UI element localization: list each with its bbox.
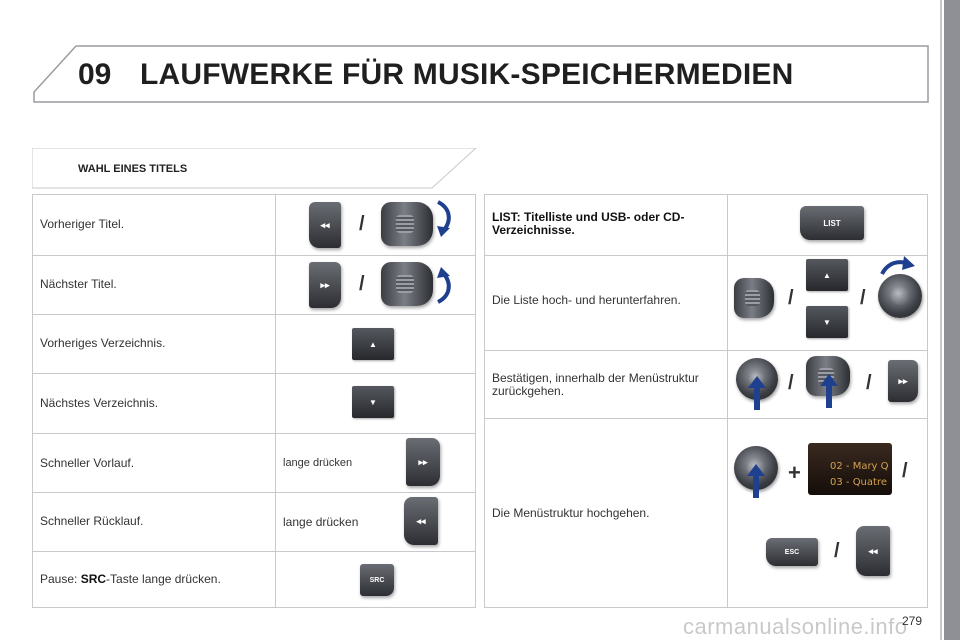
hint-long-press-rw: lange drücken bbox=[283, 515, 359, 529]
push-arrow-icon bbox=[747, 464, 765, 498]
row-label-scroll-list: Die Liste hoch- und herunterfahren. bbox=[492, 293, 681, 307]
rotate-down-arrow-icon bbox=[434, 200, 456, 238]
row-label-prev-track: Vorheriger Titel. bbox=[40, 217, 125, 231]
steering-wheel-control-icon bbox=[381, 202, 433, 246]
rotate-arrow-icon bbox=[880, 254, 916, 276]
rotary-knob-icon bbox=[878, 274, 922, 318]
separator-slash: / bbox=[788, 372, 794, 394]
row-label-prev-folder: Vorheriges Verzeichnis. bbox=[40, 336, 166, 350]
chapter-number: 09 bbox=[78, 58, 112, 91]
row-label-confirm: Bestätigen, innerhalb der Menüstruktur zurückgehen. bbox=[492, 371, 699, 398]
page-title: LAUFWERKE FÜR MUSIK-SPEICHERMEDIEN bbox=[140, 58, 794, 91]
separator-slash: / bbox=[788, 287, 794, 309]
prev-track-button: ◂◂ bbox=[309, 202, 341, 248]
steering-wheel-control-icon bbox=[734, 278, 774, 318]
section-title: WAHL EINES TITELS bbox=[78, 163, 188, 175]
watermark: carmanualsonline.info bbox=[683, 614, 908, 639]
down-arrow-key: ▼ bbox=[352, 386, 394, 418]
row-label-pause: Pause: SRC-Taste lange drücken. bbox=[40, 572, 221, 586]
side-strip bbox=[944, 0, 960, 640]
hint-long-press-ff: lange drücken bbox=[283, 457, 353, 469]
row-label-next-folder: Nächstes Verzeichnis. bbox=[40, 396, 159, 410]
row-label-fast-forward: Schneller Vorlauf. bbox=[40, 456, 135, 470]
separator-slash: / bbox=[866, 372, 872, 394]
display-screen bbox=[808, 443, 892, 495]
display-line-2: 03 - Quatre bbox=[830, 477, 887, 488]
up-arrow-key: ▲ bbox=[806, 259, 848, 291]
row-label-menu-up: Die Menüstruktur hochgehen. bbox=[492, 506, 650, 520]
up-arrow-key: ▲ bbox=[352, 328, 394, 360]
rotate-up-arrow-icon bbox=[434, 266, 456, 304]
row-label-list: LIST: Titelliste und USB- oder CD-Verzeichnisse. bbox=[492, 210, 685, 237]
next-track-button: ▸▸ bbox=[309, 262, 341, 308]
plus-sign: + bbox=[788, 460, 801, 485]
push-arrow-icon bbox=[748, 376, 766, 410]
push-arrow-icon bbox=[820, 374, 838, 408]
separator-slash: / bbox=[834, 540, 840, 562]
display-line-1: 02 - Mary Q bbox=[830, 461, 889, 472]
fast-forward-button: ▸▸ bbox=[406, 438, 440, 486]
row-label-next-track: Nächster Titel. bbox=[40, 277, 117, 291]
next-track-button: ▸▸ bbox=[888, 360, 918, 402]
separator-slash: / bbox=[359, 273, 365, 295]
header-frame bbox=[0, 0, 944, 110]
rewind-button: ◂◂ bbox=[856, 526, 890, 576]
down-arrow-key: ▼ bbox=[806, 306, 848, 338]
row-label-rewind: Schneller Rücklauf. bbox=[40, 514, 144, 528]
page-number: 279 bbox=[902, 614, 923, 628]
esc-button: ESC bbox=[766, 538, 818, 566]
separator-slash: / bbox=[860, 287, 866, 309]
list-button: LIST bbox=[800, 206, 864, 240]
separator-slash: / bbox=[359, 213, 365, 235]
separator-slash: / bbox=[902, 460, 908, 482]
src-button: SRC bbox=[360, 564, 394, 596]
rewind-button: ◂◂ bbox=[404, 497, 438, 545]
steering-wheel-control-icon bbox=[381, 262, 433, 306]
